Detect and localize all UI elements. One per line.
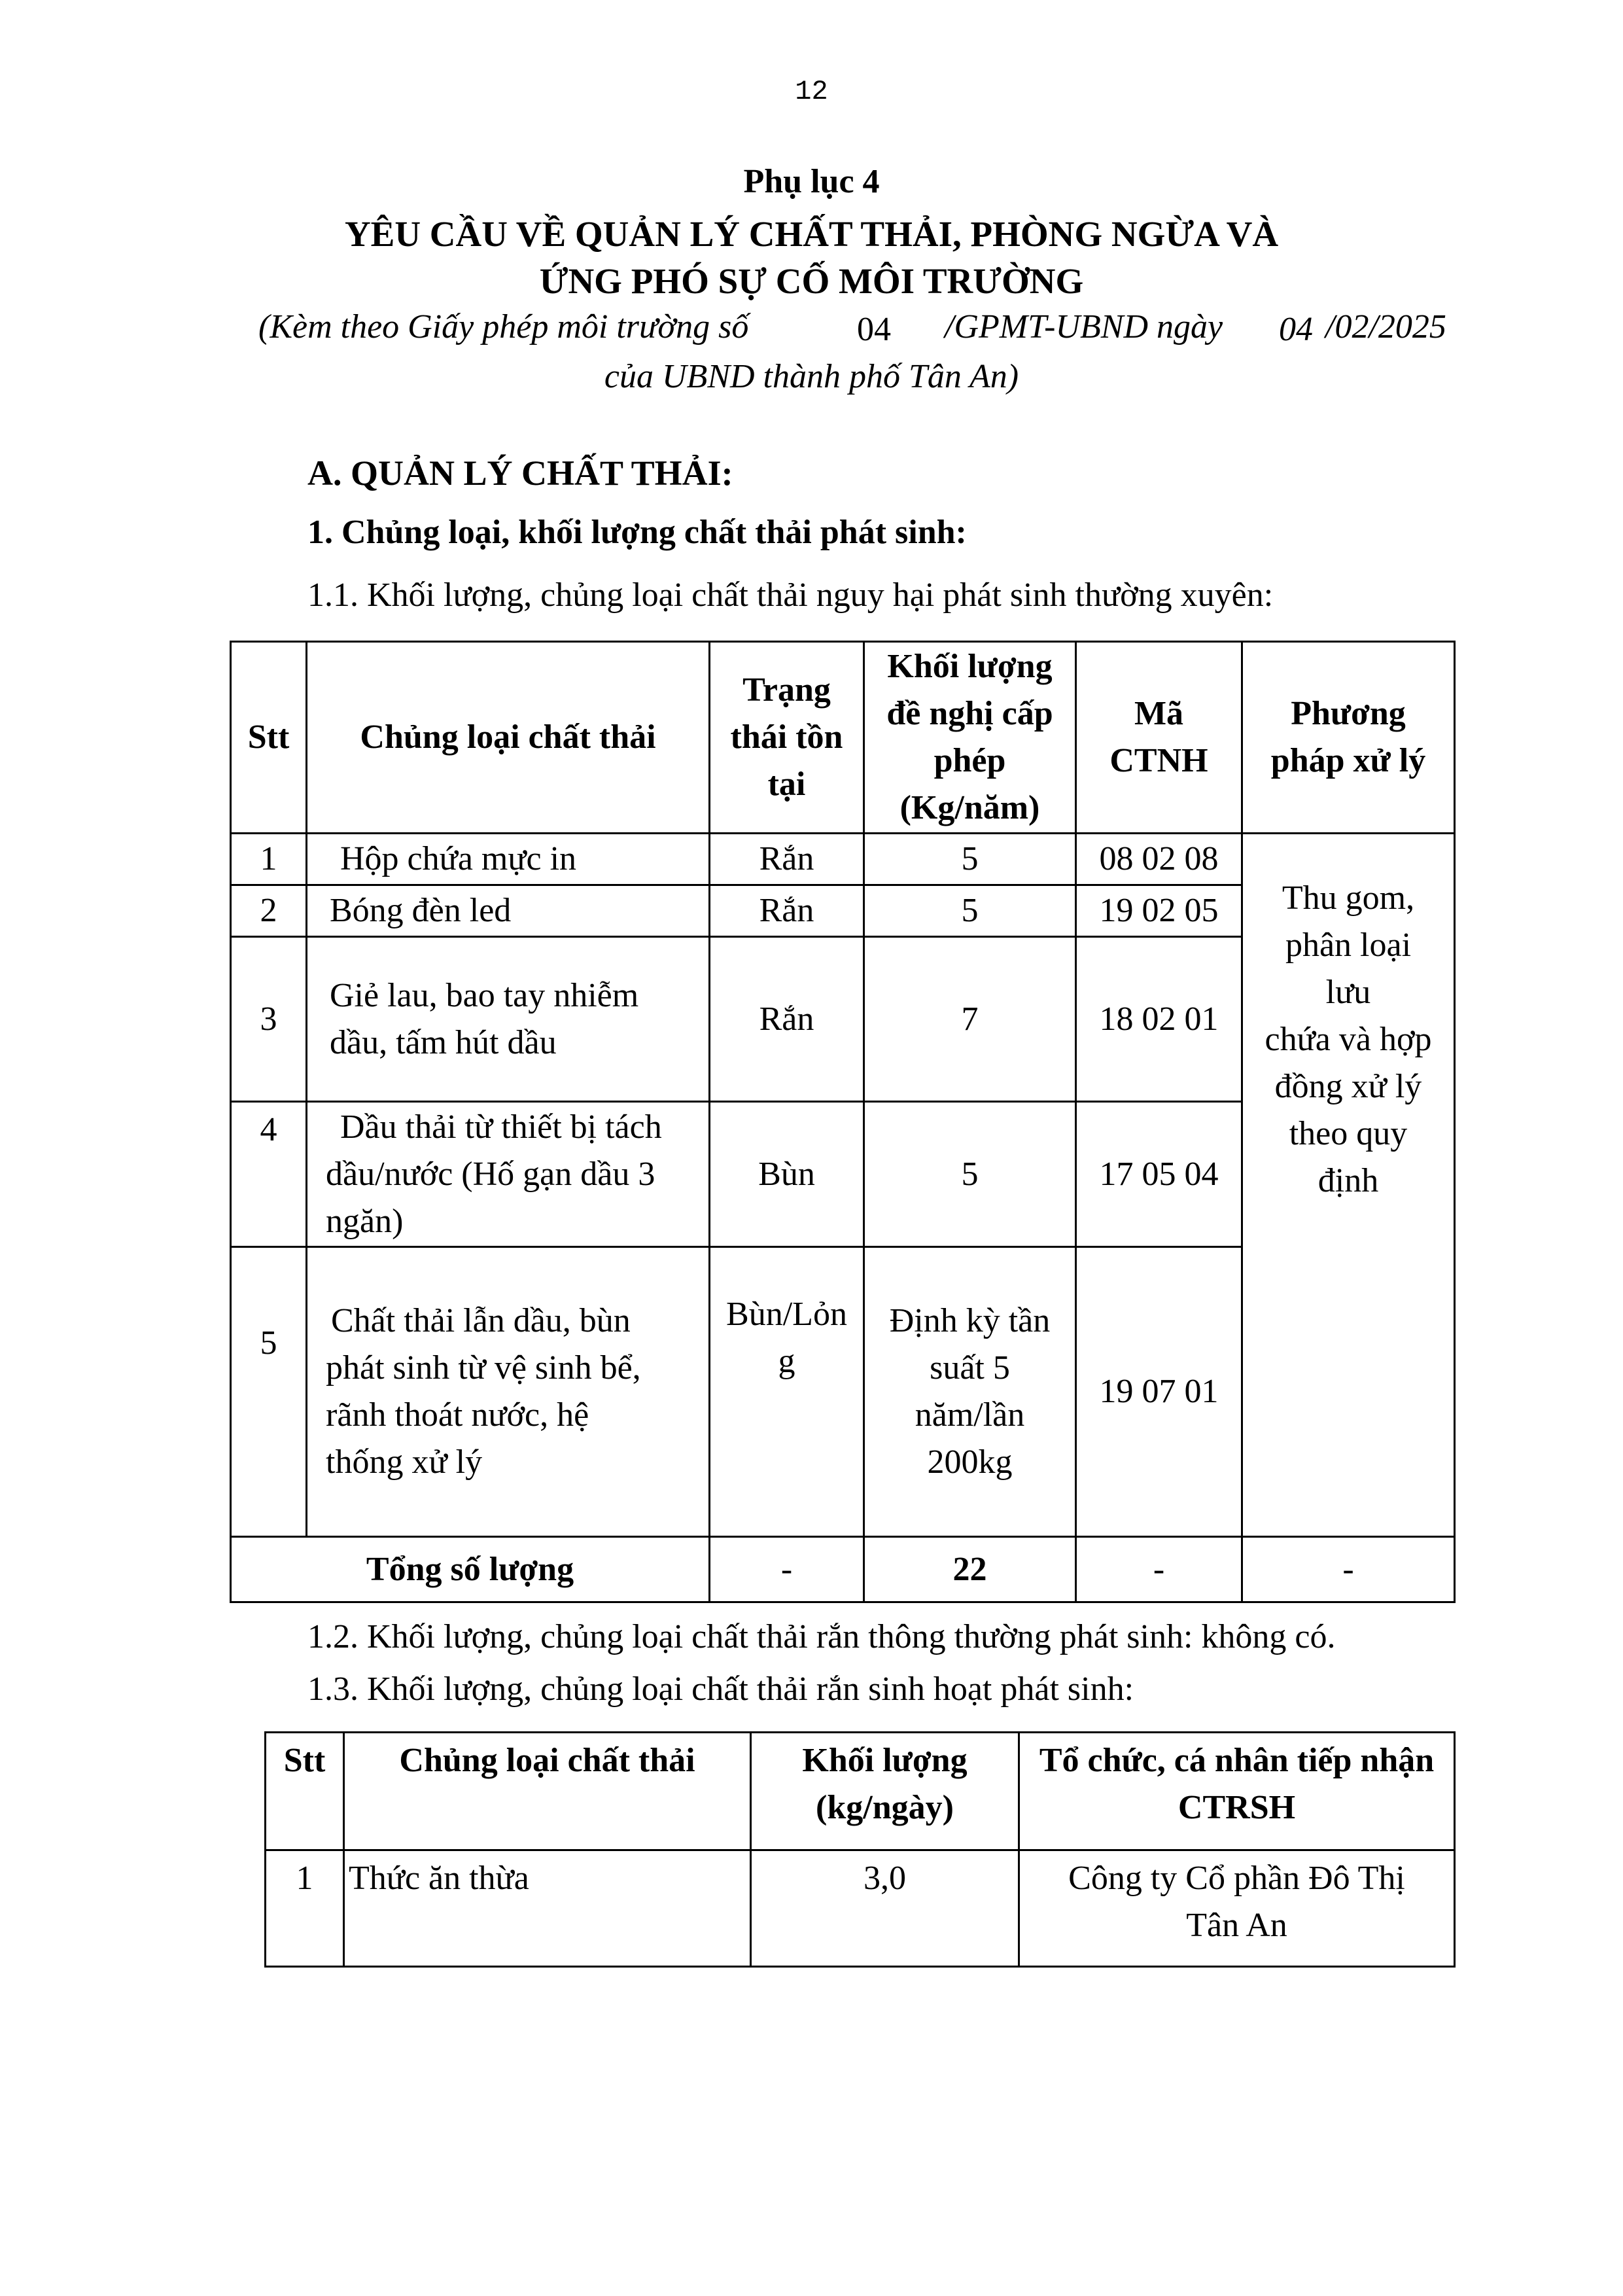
header-stt: Stt (231, 642, 307, 834)
subtitle-middle: /GPMT-UBND ngày (945, 308, 1223, 345)
header-mass (751, 1733, 1019, 1850)
domestic-waste-table (264, 1731, 1456, 1968)
cell-stt: 1 (231, 834, 307, 885)
cell-code: 08 02 08 (1076, 834, 1242, 885)
method-line: chứa và hợp (1265, 1021, 1432, 1058)
title-line-1: YÊU CẦU VỀ QUẢN LÝ CHẤT THẢI, PHÒNG NGỪA VÀ (344, 214, 1279, 254)
cell-code: 17 05 04 (1076, 1102, 1242, 1247)
state-line: g (778, 1343, 795, 1380)
cell-mass: 5 (864, 1102, 1076, 1247)
mass-line: suất 5 (930, 1349, 1010, 1386)
state-line: Bùn/Lỏn (726, 1296, 847, 1333)
cell-waste-type (307, 1247, 710, 1537)
table-row (231, 834, 1455, 885)
cell-code: 18 02 01 (1076, 937, 1242, 1102)
waste-type-line: phát sinh từ vệ sinh bể, (326, 1349, 641, 1386)
header-mass-line: (Kg/năm) (899, 789, 1040, 826)
cell-state: Rắn (710, 937, 864, 1102)
header-method (1242, 642, 1455, 834)
table-row (266, 1850, 1455, 1967)
cell-stt: 2 (231, 885, 307, 937)
cell-mass: 5 (864, 885, 1076, 937)
permit-number: 04 (857, 311, 891, 348)
header-code-line: Mã (1134, 695, 1184, 732)
header-code-line: CTNH (1109, 742, 1208, 779)
header-state-line: Trạng (742, 671, 831, 709)
header-mass-line: Khối lượng (887, 648, 1053, 685)
cell-stt: 4 (231, 1102, 307, 1247)
header-receiver (1019, 1733, 1455, 1850)
subtitle-prefix: (Kèm theo Giấy phép môi trường số (258, 308, 749, 345)
mass-line: năm/lần (915, 1396, 1025, 1434)
section-1-2-text: 1.2. Khối lượng, chủng loại chất thải rắn thông thường phát sinh: không có. (307, 1618, 1336, 1655)
subtitle-line-2: của UBND thành phố Tân An) (604, 358, 1019, 395)
waste-type-line: Giẻ lau, bao tay nhiễm (330, 976, 639, 1014)
cell-receiver (1019, 1850, 1455, 1967)
header-mass (864, 642, 1076, 834)
cell-waste-type: Thức ăn thừa (344, 1850, 751, 1967)
method-line: phân loại (1285, 927, 1412, 964)
waste-type-line: ngăn) (326, 1202, 404, 1240)
header-receiver-line: Tổ chức, cá nhân tiếp nhận (1039, 1742, 1435, 1779)
method-line: Thu gom, (1282, 879, 1415, 917)
total-code: - (1076, 1537, 1242, 1602)
cell-mass (864, 1247, 1076, 1537)
cell-state: Bùn (710, 1102, 864, 1247)
section-1-3-text: 1.3. Khối lượng, chủng loại chất thải rắn sinh hoạt phát sinh: (307, 1670, 1134, 1708)
section-1-1-text: 1.1. Khối lượng, chủng loại chất thải nguy hại phát sinh thường xuyên: (307, 576, 1274, 614)
header-state-line: tại (767, 766, 806, 803)
cell-mass: 5 (864, 834, 1076, 885)
waste-type-line: thống xử lý (326, 1443, 483, 1481)
header-method-line: Phương (1291, 695, 1406, 732)
receiver-line: Công ty Cổ phần Đô Thị (1068, 1860, 1405, 1897)
cell-mass: 7 (864, 937, 1076, 1102)
total-label: Tổng số lượng (231, 1537, 710, 1602)
page-number: 12 (795, 76, 828, 107)
section-1-heading: 1. Chủng loại, khối lượng chất thải phát sinh: (307, 514, 967, 551)
cell-stt: 5 (231, 1247, 307, 1537)
cell-waste-type (307, 1102, 710, 1247)
header-mass-line: (kg/ngày) (816, 1789, 954, 1826)
cell-mass: 3,0 (751, 1850, 1019, 1967)
cell-code: 19 02 05 (1076, 885, 1242, 937)
cell-state: Rắn (710, 885, 864, 937)
header-waste-type: Chủng loại chất thải (307, 642, 710, 834)
waste-type-line: dầu/nước (Hố gạn dầu 3 (326, 1155, 655, 1193)
header-code (1076, 642, 1242, 834)
header-stt: Stt (266, 1733, 344, 1850)
method-line: định (1318, 1162, 1379, 1199)
cell-state (710, 1247, 864, 1537)
cell-stt: 1 (266, 1850, 344, 1967)
table2-header-row (266, 1733, 1455, 1850)
table1-header-row (231, 642, 1455, 834)
header-state (710, 642, 864, 834)
table1-total-row (231, 1537, 1455, 1602)
cell-waste-type: Bóng đèn led (307, 885, 710, 937)
cell-waste-type (307, 937, 710, 1102)
cell-method-merged (1242, 834, 1455, 1537)
mass-line: 200kg (927, 1443, 1013, 1481)
section-a-heading: A. QUẢN LÝ CHẤT THẢI: (307, 453, 733, 493)
total-state: - (710, 1537, 864, 1602)
header-method-line: pháp xử lý (1270, 742, 1426, 779)
title-line-2: ỨNG PHÓ SỰ CỐ MÔI TRƯỜNG (539, 261, 1084, 301)
header-state-line: thái tồn (730, 718, 843, 756)
cell-state: Rắn (710, 834, 864, 885)
total-mass: 22 (864, 1537, 1076, 1602)
hazardous-waste-table (230, 641, 1456, 1603)
header-mass-line: phép (934, 742, 1006, 779)
header-waste-type: Chủng loại chất thải (344, 1733, 751, 1850)
permit-day: 04 (1279, 311, 1313, 348)
receiver-line: Tân An (1186, 1907, 1287, 1944)
waste-type-line: rãnh thoát nước, hệ (326, 1396, 589, 1434)
cell-waste-type: Hộp chứa mực in (307, 834, 710, 885)
header-receiver-line: CTRSH (1178, 1789, 1296, 1826)
mass-line: Định kỳ tần (889, 1302, 1051, 1339)
header-mass-line: Khối lượng (802, 1742, 968, 1779)
subtitle-date: /02/2025 (1325, 308, 1446, 345)
header-mass-line: đề nghị cấp (886, 695, 1053, 732)
method-line: đồng xử lý (1274, 1068, 1422, 1105)
waste-type-line: Chất thải lẫn dầu, bùn (331, 1302, 631, 1339)
cell-code: 19 07 01 (1076, 1247, 1242, 1537)
waste-type-line: dầu, tấm hút dầu (330, 1023, 557, 1061)
method-line: theo quy (1289, 1115, 1408, 1152)
appendix-heading: Phụ lục 4 (743, 163, 880, 200)
cell-stt: 3 (231, 937, 307, 1102)
total-method: - (1242, 1537, 1455, 1602)
waste-type-line: Dầu thải từ thiết bị tách (340, 1108, 662, 1146)
method-line: lưu (1325, 974, 1371, 1011)
